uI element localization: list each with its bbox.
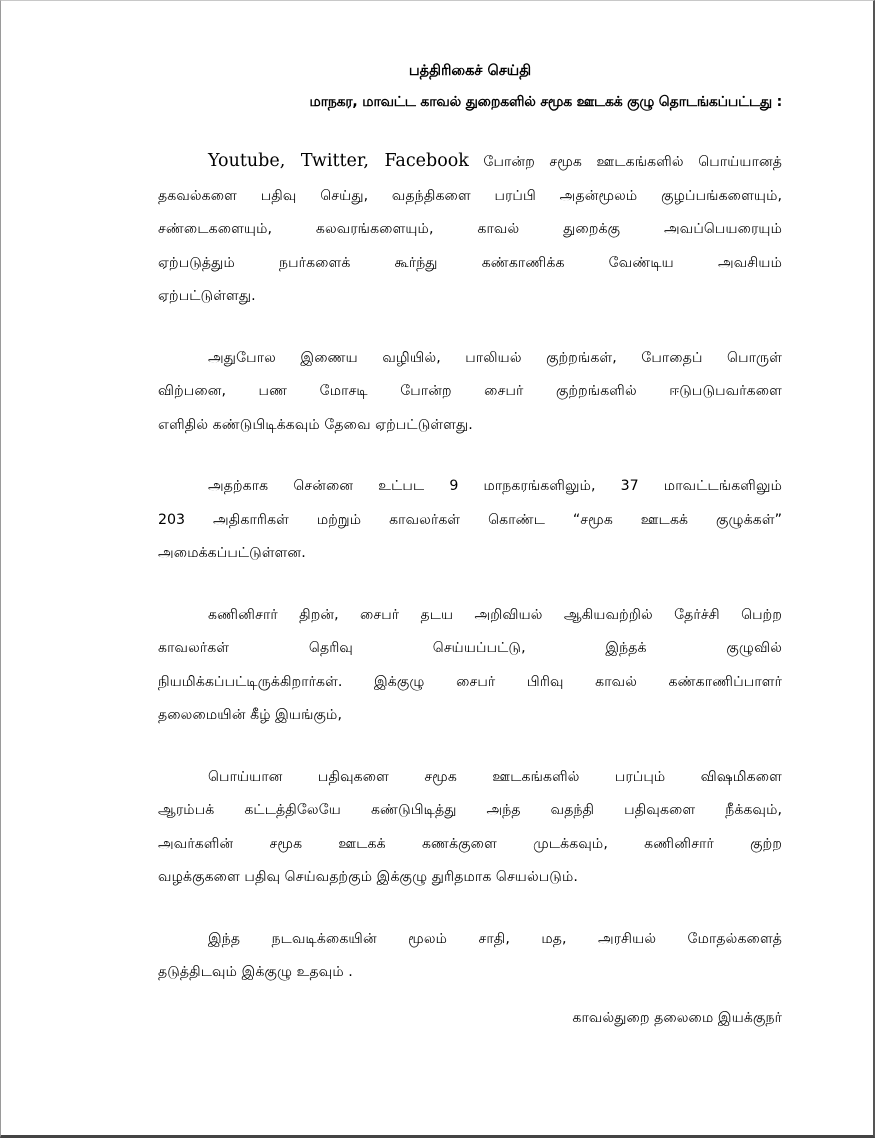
paragraph-line: ஏற்படுத்தும் நபர்களைக் கூர்ந்து கண்காணிக்க வேண்டிய அவசியம்	[158, 254, 782, 271]
paragraph-line: அமைக்கப்பட்டுள்ளன.	[158, 545, 306, 561]
paragraph-6	[158, 923, 782, 990]
paragraph-line: வழக்குகளை பதிவு செய்வதற்கும் இக்குழு துரிதமாக செயல்படும்.	[158, 869, 578, 885]
paragraph-3	[158, 470, 782, 571]
paragraph-4	[158, 599, 782, 733]
document-subtitle: மாநகர, மாவட்ட காவல் துறைகளில் சமூக ஊடகக் குழு தொடங்கப்பட்டது :	[309, 94, 782, 110]
paragraph-line: தலைமையின் கீழ் இயங்கும்,	[158, 707, 342, 723]
paragraph-line: இந்த நடவடிக்கையின் மூலம் சாதி, மத, அரசியல் மோதல்களைத்	[208, 930, 782, 947]
document-title: பத்திரிகைச் செய்தி	[408, 63, 532, 79]
signature-block: காவல்துறை தலைமை இயக்குநர்	[572, 1010, 782, 1026]
paragraph-line: அதற்காக சென்னை உட்பட 9 மாநகரங்களிலும், 37 மாவட்டங்களிலும்	[208, 478, 782, 494]
paragraph-2	[158, 342, 782, 443]
paragraph-5	[158, 761, 782, 895]
platform-names: Youtube, Twitter, Facebook	[208, 151, 469, 171]
paragraph-line: விற்பனை, பண மோசடி போன்ற சைபர் குற்றங்களில் ஈடுபடுபவர்களை	[158, 383, 782, 399]
press-release	[158, 61, 782, 1026]
paragraph-line: ஏற்பட்டுள்ளது.	[158, 288, 256, 304]
paragraph-line: நியமிக்கப்பட்டிருக்கிறார்கள். இக்குழு சைபர் பிரிவு காவல் கண்காணிப்பாளர்	[158, 673, 782, 690]
paragraph-line: Youtube, Twitter, Facebook போன்ற சமூக ஊடகங்களில் பொய்யானத்	[208, 151, 782, 171]
paragraph-line: பொய்யான பதிவுகளை சமூக ஊடகங்களில் பரப்பும் விஷமிகளை	[208, 768, 782, 785]
paragraph-line: 203 அதிகாரிகள் மற்றும் காவலர்கள் கொண்ட “சமூக ஊடகக் குழுக்கள்”	[158, 511, 782, 528]
paragraph-line: அதுபோல இணைய வழியில், பாலியல் குற்றங்கள், போதைப் பொருள்	[208, 349, 782, 366]
paragraph-line: எளிதில் கண்டுபிடிக்கவும் தேவை ஏற்பட்டுள்ளது.	[158, 416, 473, 433]
paragraph-line: தடுத்திடவும் இக்குழு உதவும் .	[158, 964, 353, 980]
paragraph-line: கணினிசார் திறன், சைபர் தடய அறிவியல் ஆகியவற்றில் தேர்ச்சி பெற்ற	[208, 606, 782, 623]
paragraph-line: ஆரம்பக் கட்டத்திலேயே கண்டுபிடித்து அந்த வதந்தி பதிவுகளை நீக்கவும்,	[158, 802, 782, 818]
paragraph-line: அவர்களின் சமூக ஊடகக் கணக்குளை முடக்கவும், கணினிசார் குற்ற	[158, 835, 782, 852]
paragraph-line: சண்டைகளையும், கலவரங்களையும், காவல் துறைக்கு அவப்பெயரையும்	[158, 221, 782, 237]
paragraph-1	[158, 145, 782, 314]
paragraph-line: காவலர்கள் தெரிவு செய்யப்பட்டு, இந்தக் குழுவில்	[158, 640, 782, 656]
paragraph-line: தகவல்களை பதிவு செய்து, வதந்திகளை பரப்பி அதன்மூலம் குழப்பங்களையும்,	[158, 187, 782, 204]
